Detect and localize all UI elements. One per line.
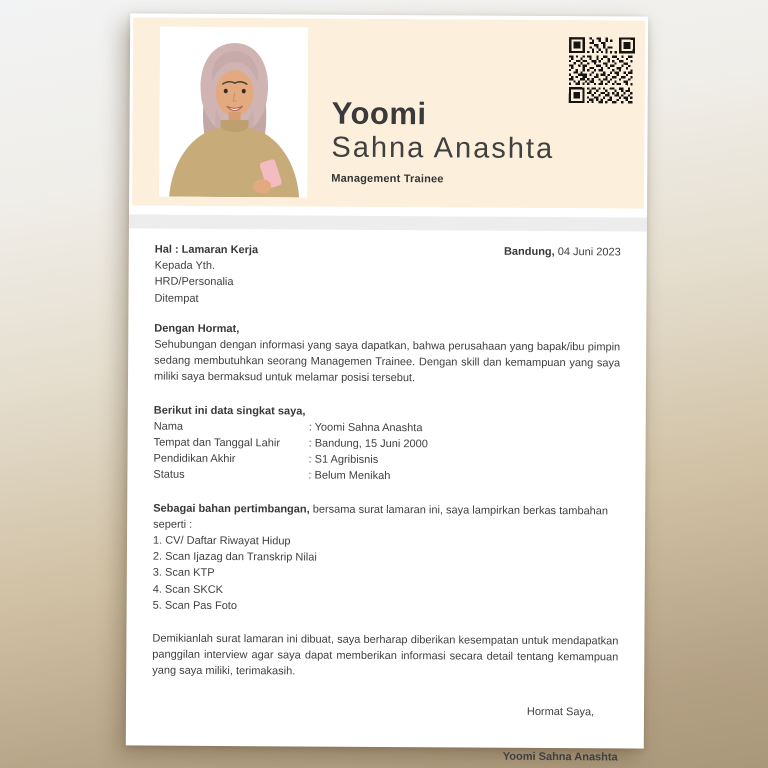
attachments-intro: [153, 500, 619, 535]
city-date: [504, 244, 621, 261]
qr-code: [569, 37, 635, 103]
signature-name: Yoomi Sahna Anashta: [502, 750, 618, 764]
data-label: Tempat dan Tanggal Lahir: [153, 436, 281, 450]
signature-label: Hormat Saya,: [526, 705, 595, 718]
applicant-name-block: [331, 97, 554, 186]
data-label: Status: [153, 469, 185, 482]
attachment-item: 1. CV/ Daftar Riwayat Hidup: [152, 534, 291, 548]
city: Bandung,: [503, 245, 555, 259]
data-label: Nama: [153, 420, 184, 433]
data-value: : S1 Agribisnis: [308, 453, 379, 467]
opening-paragraph: Sehubungan dengan informasi yang saya dapatkan, bahwa perusahaan yang bapak/ibu pimpin sedang membutuhkan seorang Managemen Trainee. Dengan skill dan kemampuan yang saya miliki saya bermaksud untuk melamar posisi tersebut.: [153, 338, 621, 385]
data-value: : Bandung, 15 Juni 2000: [308, 437, 428, 451]
recipient-line: Kepada Yth.: [154, 259, 216, 273]
attachment-item: 3. Scan KTP: [152, 567, 215, 580]
letter-header: [132, 17, 645, 208]
applicant-portrait-illustration: [159, 27, 308, 198]
attachment-item: 4. Scan SKCK: [152, 583, 224, 596]
recipient-line: HRD/Personalia: [154, 275, 234, 289]
applicant-photo: [159, 27, 308, 198]
personal-data-table: [153, 418, 619, 486]
data-label: Pendidikan Akhir: [153, 452, 236, 466]
subject-date-row: [155, 242, 621, 261]
salutation: Dengan Hormat,: [154, 322, 240, 335]
attachments-intro-bold: Sebagai bahan pertimbangan,: [153, 502, 310, 516]
attachments-intro-rest: bersama surat lamaran ini, saya lampirkan berkas tambahan seperti :: [153, 503, 609, 531]
data-intro: Berikut ini data singkat saya,: [153, 404, 306, 418]
attachment-item: 2. Scan Ijazag dan Transkrip Nilai: [152, 550, 317, 564]
applicant-last-name: Sahna Anashta: [331, 131, 555, 166]
signature-block: [503, 703, 618, 765]
closing-paragraph: Demikianlah surat lamaran ini dibuat, saya berharap diberikan kesempatan untuk mendapatkan panggilan interview agar saya dapat memberikan informasi secara detail tentang kemampuan yang saya miliki, terimakasih.: [152, 632, 619, 678]
data-value: : Belum Menikah: [308, 469, 391, 483]
table-row: [153, 467, 619, 486]
applicant-job-title: Management Trainee: [331, 172, 444, 186]
applicant-first-name: Yoomi: [331, 95, 427, 132]
recipient-line: Ditempat: [154, 292, 199, 305]
subject-line: Hal : Lamaran Kerja: [154, 243, 259, 257]
data-value: : Yoomi Sahna Anashta: [308, 421, 423, 435]
letter-body: [126, 228, 647, 765]
attachment-item: 5. Scan Pas Foto: [152, 599, 238, 612]
date: 04 Juni 2023: [554, 246, 621, 259]
qr-code-graphic: [569, 37, 635, 103]
letter-page: [126, 13, 648, 764]
